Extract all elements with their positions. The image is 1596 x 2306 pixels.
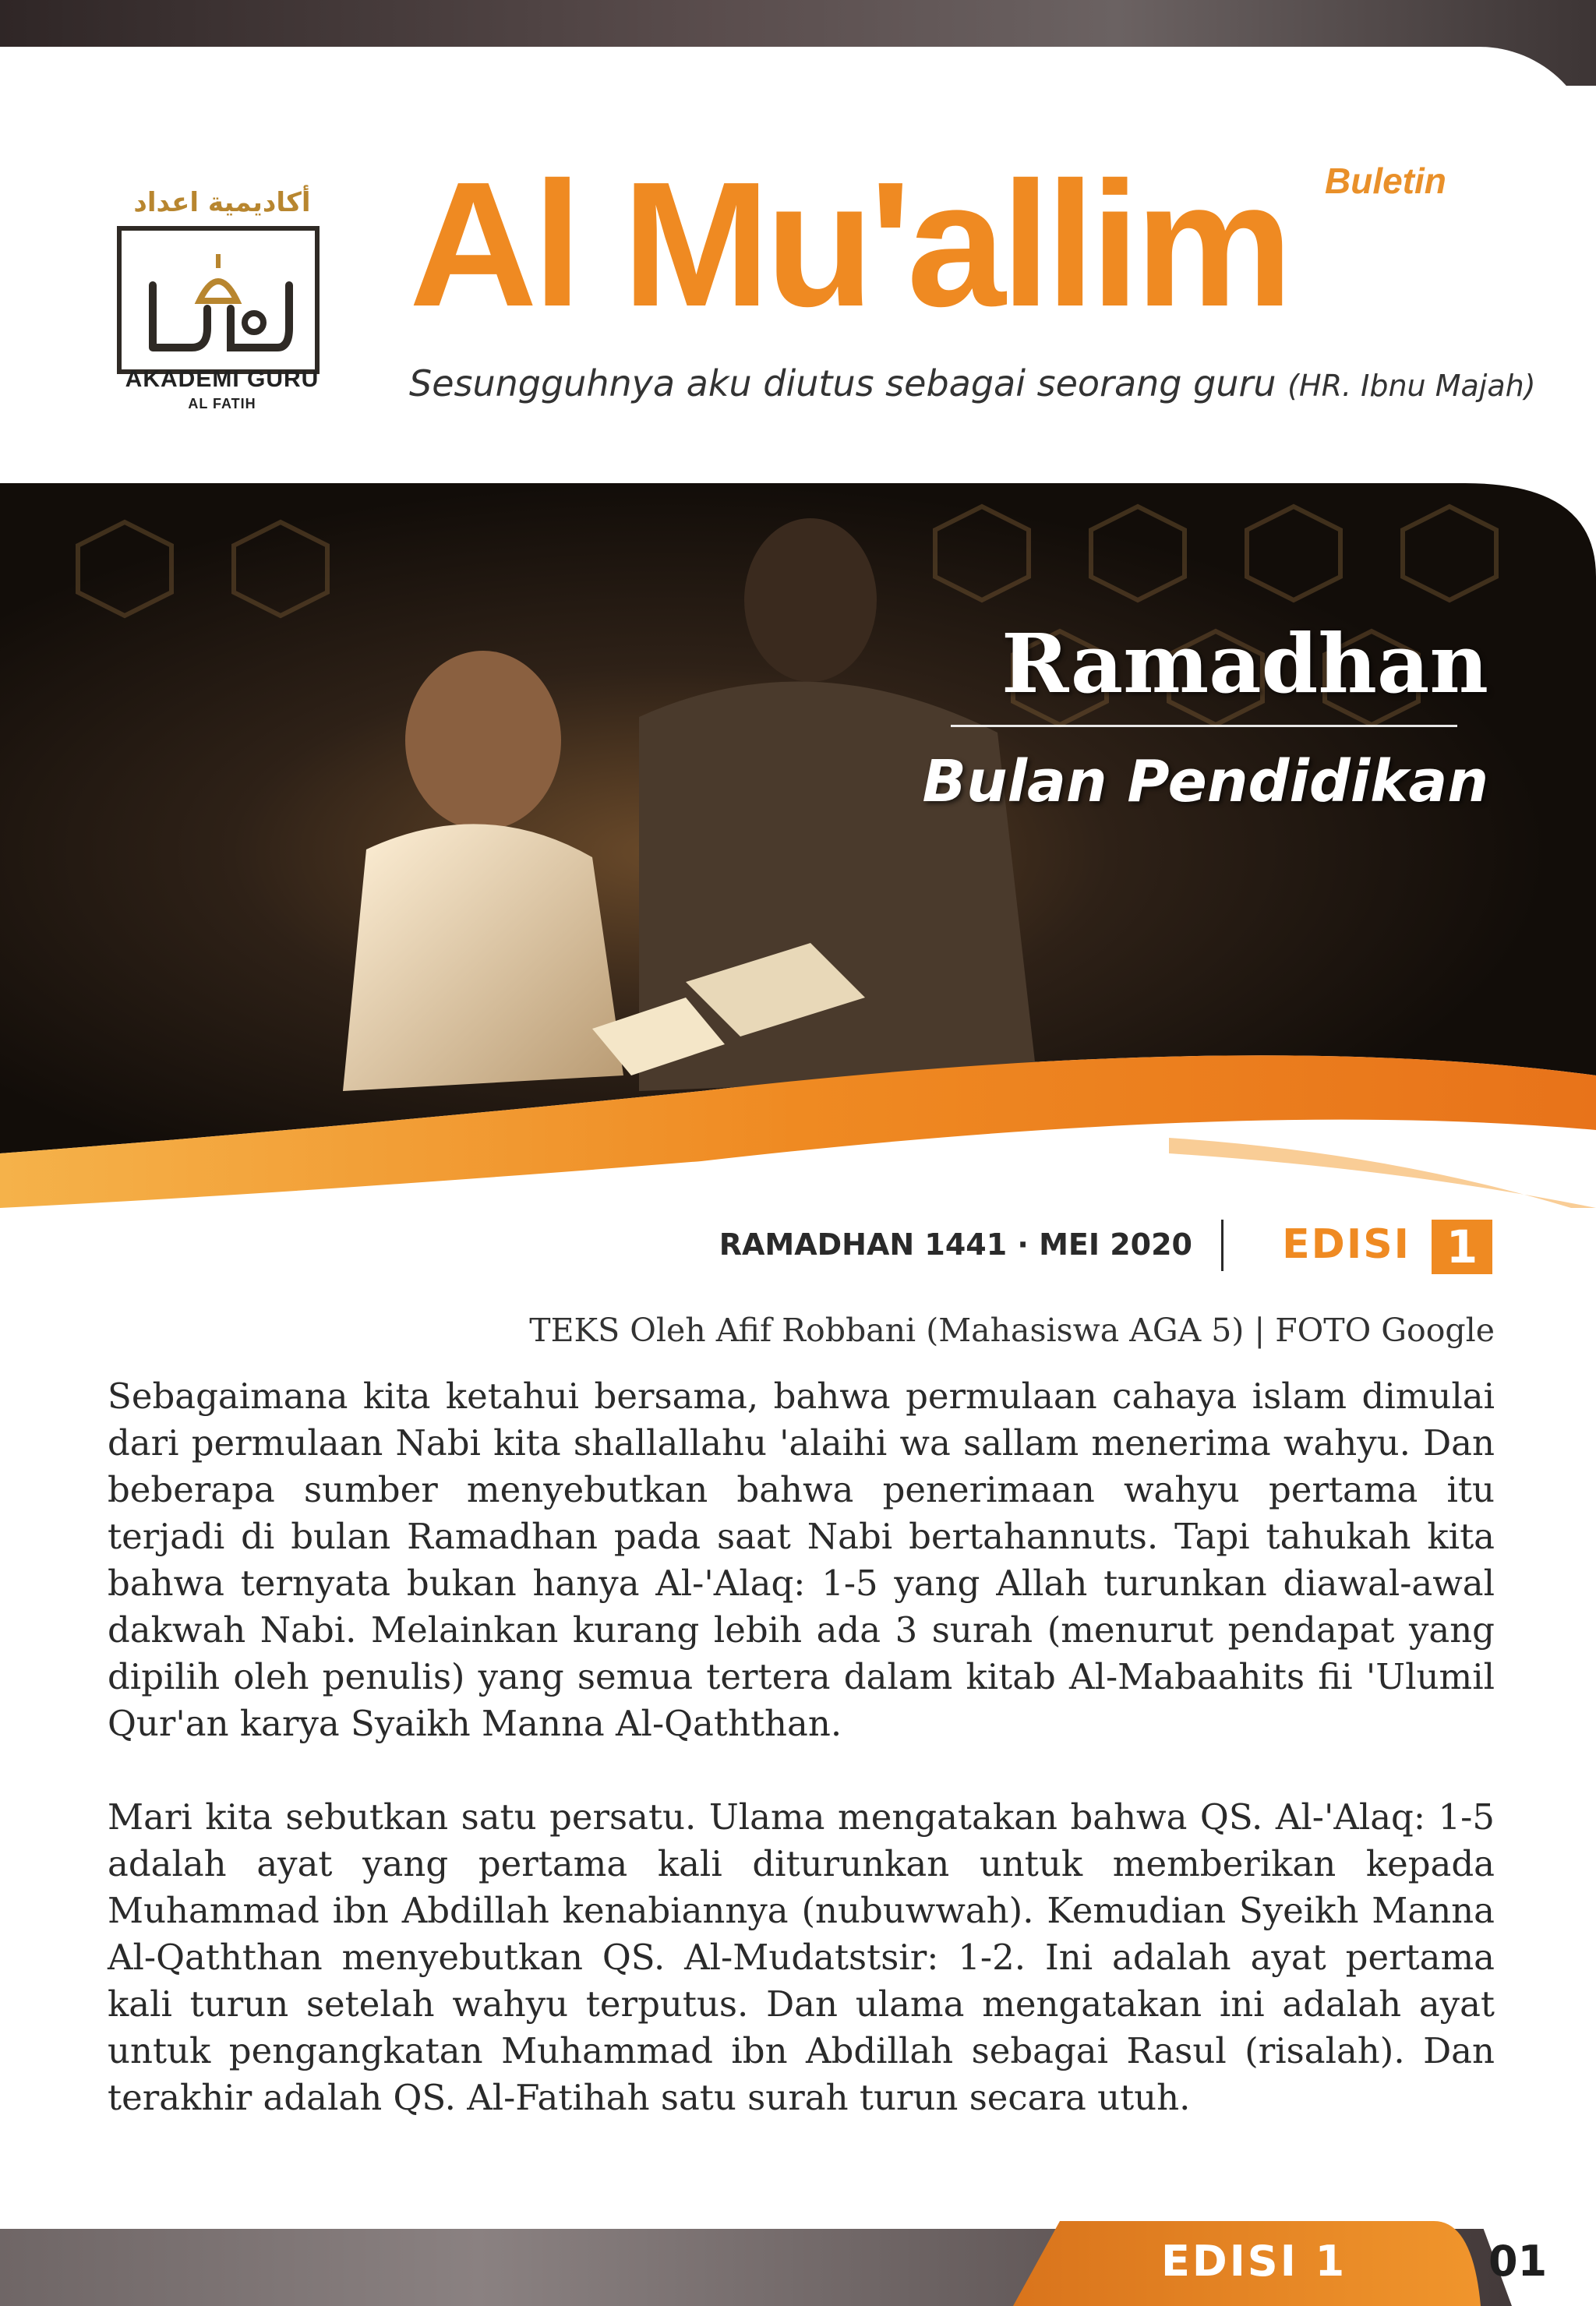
logo-arabic-text: أكاديمية اعداد bbox=[133, 187, 311, 218]
hero-title: Ramadhan bbox=[1001, 616, 1488, 712]
article-body bbox=[108, 1373, 1495, 2168]
article-paragraph: Sebagaimana kita ketahui bersama, bahwa permulaan cahaya islam dimulai dari permulaan Nabi kita shallallahu 'alaihi wa sallam menerima wahyu. Dan beberapa sumber menyebutkan bahwa penerimaan wahyu pertama itu terjadi di bulan Ramadhan pada saat Nabi bertahannuts. Tapi tahukah kita bahwa ternyata bukan hanya Al-'Alaq: 1-5 yang Allah turunkan diawal-awal dakwah Nabi. Melainkan kurang lebih ada 3 surah (menurut pendapat yang dipilih oleh penulis) yang semua tertera dalam kitab Al-Mabaahits fii 'Ulumil Qur'an karya Syaikh Manna Al-Qaththan. bbox=[108, 1375, 1495, 1744]
article-paragraph: Mari kita sebutkan satu persatu. Ulama mengatakan bahwa QS. Al-'Alaq: 1-5 adalah ayat yang pertama kali diturunkan untuk memberikan kepada Muhammad ibn Abdillah kenabiannya (nubuwwah). Kemudian Syeikh Manna Al-Qaththan menyebutkan QS. Al-Mudatstsir: 1-2. Ini adalah ayat pertama kali turun setelah wahyu terputus. Dan ulama mengatakan ini adalah ayat untuk pengangkatan Muhammad ibn Abdillah sebagai Rasul (risalah). Dan terakhir adalah QS. Al-Fatihah satu surah turun secara utuh. bbox=[108, 1796, 1495, 2118]
page-number: 01 bbox=[1488, 2237, 1548, 2286]
edition-bar bbox=[0, 1220, 1504, 1274]
edition-number: 1 bbox=[1432, 1220, 1492, 1274]
logo bbox=[109, 132, 335, 421]
logo-subname: AL FATIH bbox=[188, 396, 256, 411]
edition-label: EDISI bbox=[1282, 1221, 1411, 1268]
article-credits: TEKS Oleh Afif Robbani (Mahasiswa AGA 5) | FOTO Google bbox=[529, 1312, 1495, 1349]
edition-date: RAMADHAN 1441 · MEI 2020 bbox=[719, 1227, 1192, 1262]
mosque-calligraphy-icon bbox=[122, 231, 315, 369]
logo-name: AKADEMI GURU bbox=[125, 366, 320, 392]
tagline-text: Sesungguhnya aku diutus sebagai seorang guru bbox=[409, 362, 1276, 404]
series-label: Buletin bbox=[1325, 161, 1446, 201]
masthead-title: Al Mu'allim bbox=[409, 146, 1289, 344]
hero-image bbox=[0, 483, 1596, 1208]
footer-edition-label: EDISI 1 bbox=[1161, 2237, 1347, 2286]
hero-photo bbox=[0, 483, 1596, 1208]
edition-divider bbox=[1221, 1220, 1223, 1271]
logo-emblem bbox=[117, 226, 320, 374]
hero-divider bbox=[951, 725, 1457, 727]
tagline-source: (HR. Ibnu Majah) bbox=[1287, 369, 1536, 403]
hero-subtitle: Bulan Pendidikan bbox=[922, 748, 1488, 815]
masthead-tagline bbox=[409, 362, 1536, 404]
